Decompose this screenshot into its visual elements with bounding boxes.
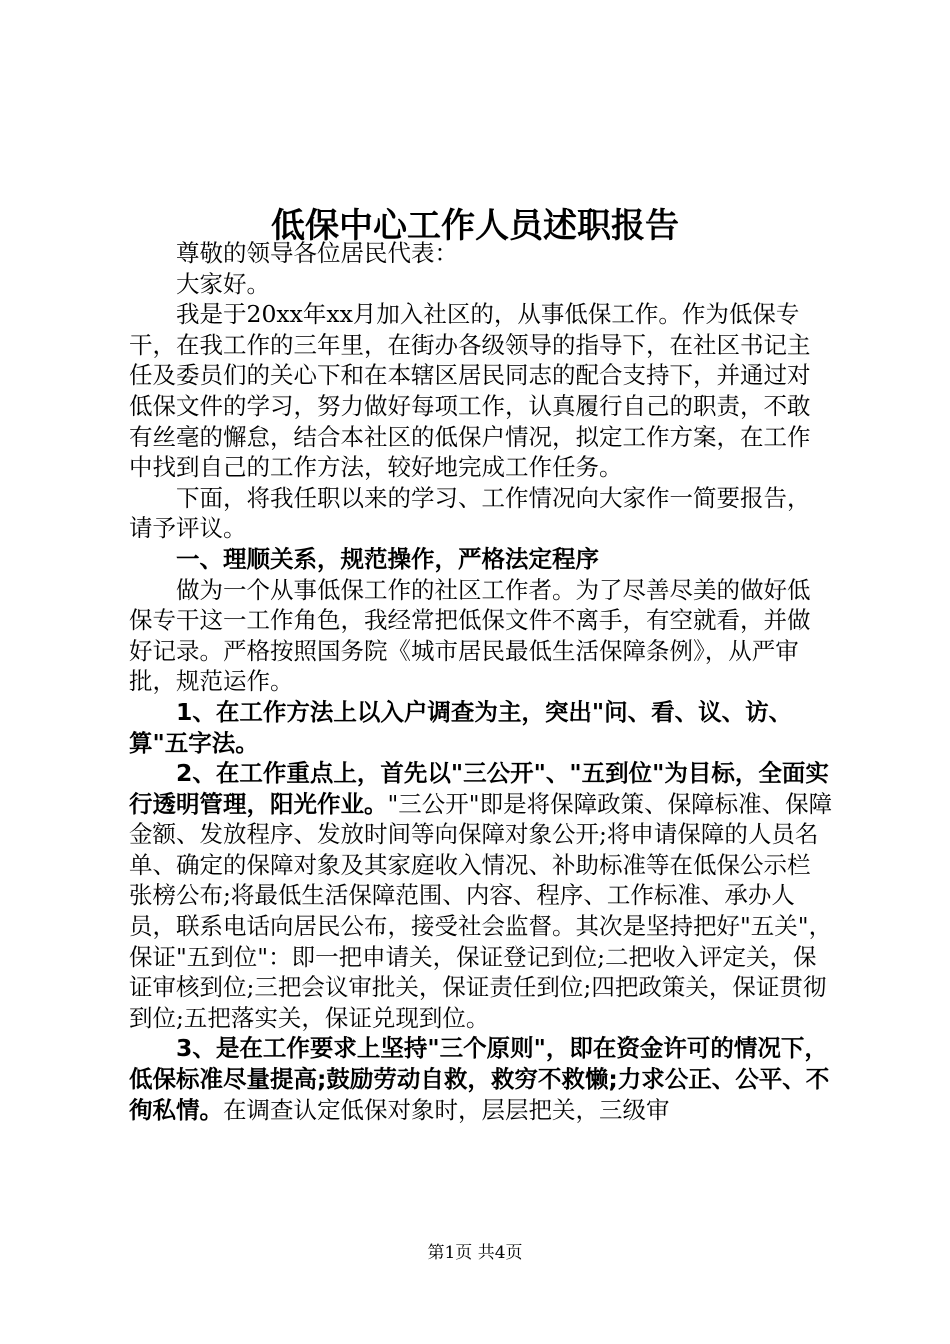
item-3 [129,1033,833,1125]
item-2-lead: 2、在工作重点上，首先以"三公开"、"五到位"为目标，全面实行透明管理，阳光作业。 [129,759,829,818]
paragraph-intro: 我是于20xx年xx月加入社区的，从事低保工作。作为低保专干，在我工作的三年里，在街办各级领导的指导下，在社区书记主任及委员们的关心下和在本辖区居民同志的配合支持下，并通过对低保文件的学习，努力做好每项工作，认真履行自己的职责，不敢有丝毫的懈怠，结合本社区的低保户情况，拟定工作方案，在工作中找到自己的工作方法，较好地完成工作任务。 [129,300,811,482]
document-body [129,238,833,1125]
item-3-lead: 3、是在工作要求上坚持"三个原则"，即在资金许可的情况下，低保标准尽量提高;鼓励劳动自救，救穷不救懒;力求公正、公平、不徇私情。 [129,1034,830,1124]
greeting: 大家好。 [176,269,270,298]
document-title: 低保中心工作人员述职报告 [271,205,679,246]
item-2-text: "三公开"即是将保障政策、保障标准、保障金额、发放程序、发放时间等向保障对象公开;将申请保障的人员名单、确定的保障对象及其家庭收入情况、补助标准等在低保公示栏张榜公布;将最低生活保障范围、内容、程序、工作标准、承办人员，联系电话向居民公布，接受社会监督。其次是坚持把好"五关"，保证"五到位"：即一把申请关，保证登记到位;二把收入评定关，保证审核到位;三把会议审批关，保证责任到位;四把政策关，保证贯彻到位;五把落实关，保证兑现到位。 [129,789,833,1032]
salutation: 尊敬的领导各位居民代表： [176,239,458,267]
item-2 [129,758,833,1033]
paragraph-section-1: 做为一个从事低保工作的社区工作者。为了尽善尽美的做好低保专干这一工作角色，我经常把低保文件不离手，有空就看，并做好记录。严格按照国务院《城市居民最低生活保障条例》，从严审批，规范运作。 [129,575,811,696]
paragraph-report-intro: 下面，将我任职以来的学习、工作情况向大家作一简要报告，请予评议。 [129,483,811,543]
section-heading-1: 一、理顺关系，规范操作，严格法定程序 [176,544,599,573]
item-1: 1、在工作方法上以入户调查为主，突出"问、看、议、访、算"五字法。 [129,697,793,757]
item-3-text: 在调查认定低保对象时，层层把关，三级审 [223,1095,670,1124]
page-footer: 第1页 共4页 [427,1243,523,1263]
